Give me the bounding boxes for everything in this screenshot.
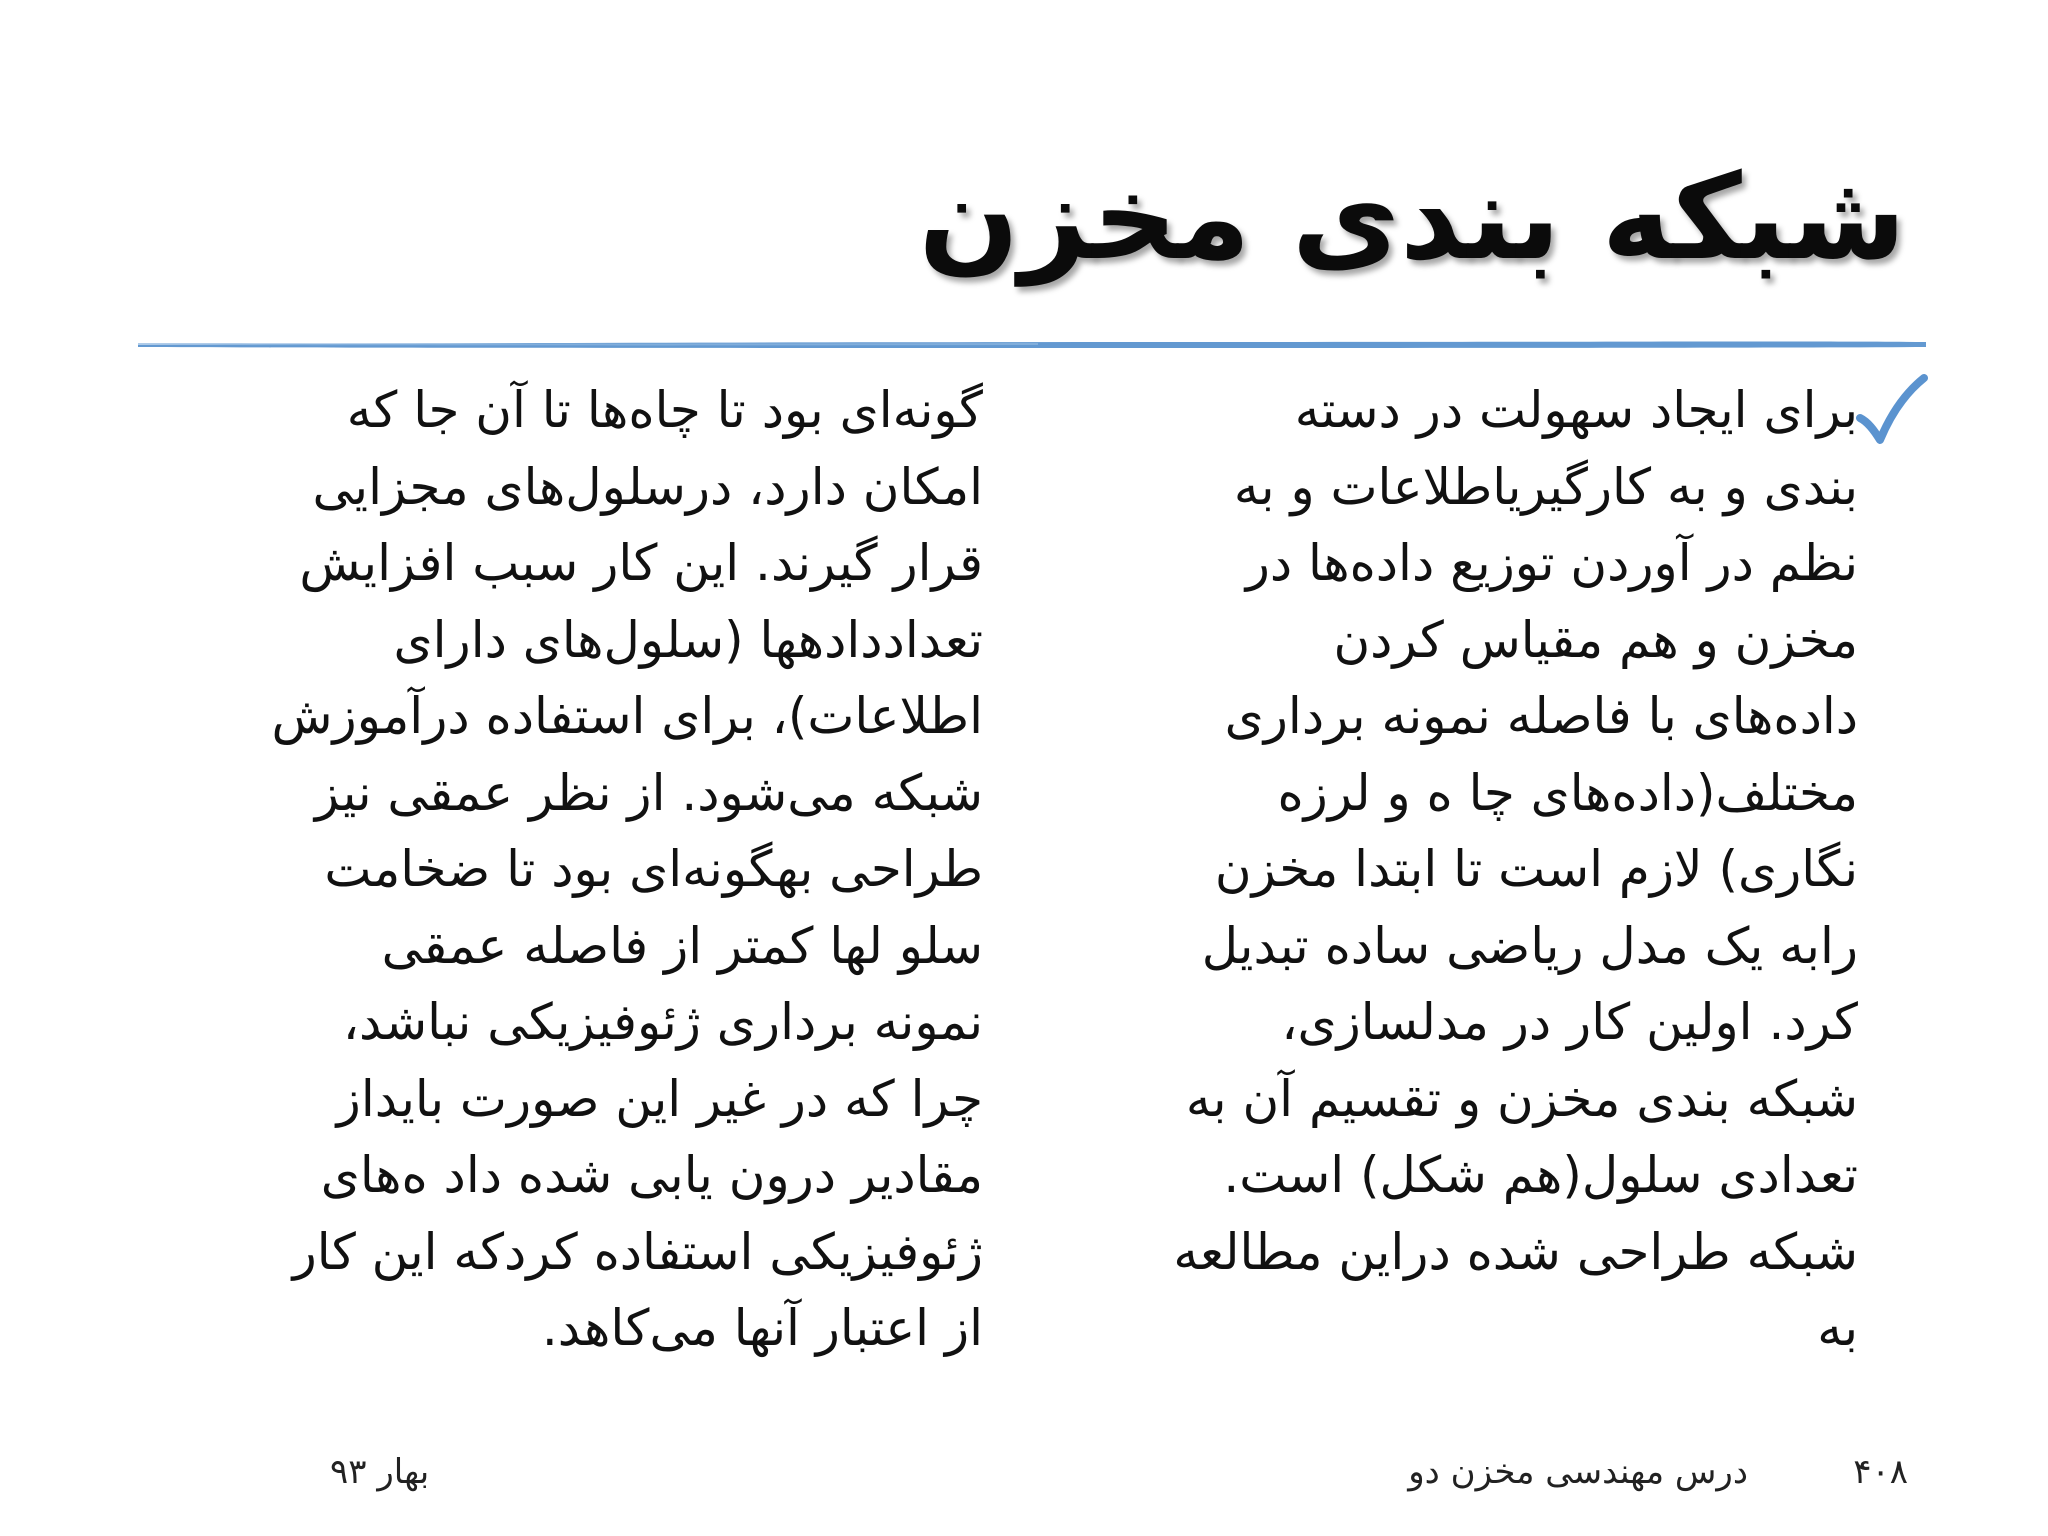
right-column-line: مخزن و هم مقیاس کردن — [1333, 610, 1858, 669]
right-column-line: به — [1817, 1299, 1858, 1357]
footer-course-name: درس مهندسی مخزن دو — [1408, 1452, 1748, 1492]
left-column-line: طراحی بهگونه‌ای بود تا ضخامت — [324, 840, 983, 898]
right-column-line: تعدادی سلول(هم شکل) است. — [1223, 1146, 1858, 1204]
left-column-line: شبکه می‌شود. از نظر عمقی نیز — [314, 763, 983, 822]
left-column-line: قرار گیرند. این کار سبب افزایش — [299, 534, 983, 592]
right-column-line: شبکه بندی مخزن و تقسیم آن به — [1185, 1069, 1858, 1128]
left-text-column — [148, 372, 983, 1367]
right-column-line: نظم در آوردن توزیع داده‌ها در — [1245, 534, 1858, 592]
checkmark-glyph — [1854, 372, 1928, 448]
checkmark-icon — [1854, 372, 1928, 448]
footer-page-number: ۴۰۸ — [1853, 1452, 1908, 1492]
right-column-line: رابه یک مدل ریاضی ساده تبدیل — [1201, 916, 1858, 975]
left-column-line: ژئوفیزیکی استفاده کردکه این کار — [292, 1222, 983, 1281]
left-column-line: تعداددادهها (سلول‌های دارای — [393, 610, 983, 669]
left-column-line: نمونه برداری ژئوفیزیکی نباشد، — [342, 993, 983, 1051]
divider-brush-stroke — [138, 336, 1926, 352]
footer-term: بهار ۹۳ — [330, 1452, 430, 1492]
right-column-line: مختلف(داده‌های چا ه و لرزه — [1277, 763, 1858, 822]
left-column-line: امکان دارد، درسلول‌های مجزایی — [312, 457, 983, 516]
right-column-line: کرد. اولین کار در مدلسازی، — [1281, 993, 1858, 1051]
left-column-line: از اعتبار آنها می‌کاهد. — [541, 1299, 983, 1357]
right-column-line: برای ایجاد سهولت در دسته — [1294, 381, 1858, 439]
left-column-line: مقادیر درون یابی شده داد ه‌های — [320, 1146, 983, 1204]
right-column-line: داده‌های با فاصله نمونه برداری — [1224, 687, 1858, 745]
slide-title: شبکه بندی مخزن — [918, 148, 1906, 286]
right-column-line: شبکه طراحی شده دراین مطالعه — [1173, 1222, 1858, 1281]
right-text-column — [1038, 372, 1858, 1367]
left-column-line: اطلاعات)، برای استفاده درآموزش — [271, 687, 983, 745]
left-column-line: گونه‌ای بود تا چاه‌ها تا آن جا که — [346, 381, 983, 439]
left-column-line: چرا که در غیر این صورت بایداز — [336, 1069, 983, 1128]
title-divider — [138, 336, 1926, 352]
right-column-line: بندی و به کارگیریاطلاعات و به — [1233, 457, 1858, 516]
right-column-line: نگاری) لازم است تا ابتدا مخزن — [1214, 840, 1858, 898]
left-column-line: سلو لها کمتر از فاصله عمقی — [381, 916, 983, 975]
